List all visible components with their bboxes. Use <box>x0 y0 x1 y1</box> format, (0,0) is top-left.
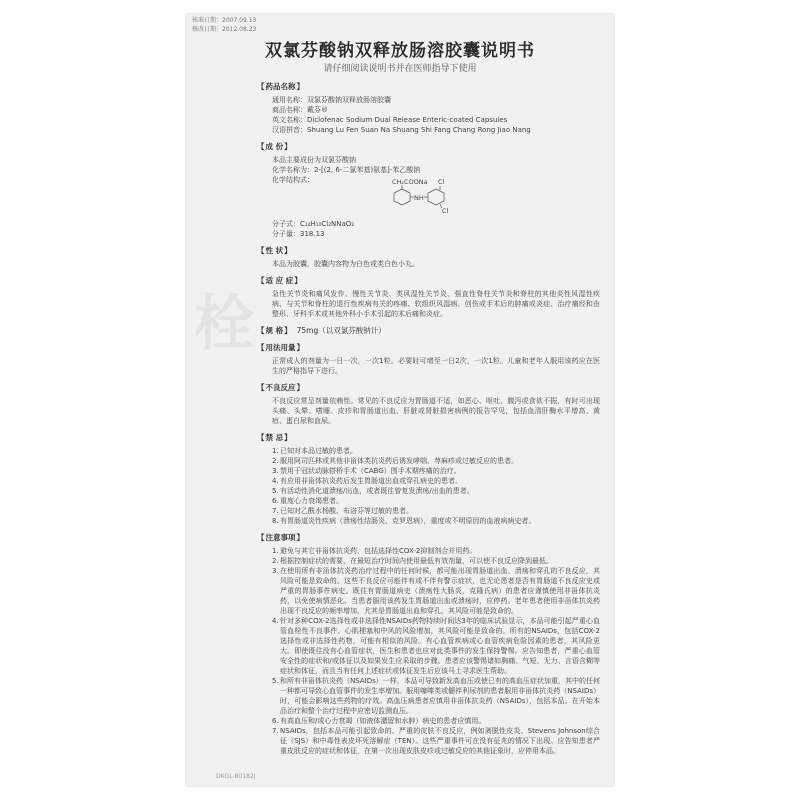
section-specification: 【规 格】 75mg（以双氯芬酸钠计） <box>257 326 386 335</box>
dosage-text: 正常成人的剂量为一日一次，一次1粒。必要时可增至一日2次，一次1粒。儿童和老年人服用该药应在医生的严格指导下进行。 <box>272 357 600 375</box>
list-item: 2. 服用阿司匹林或其他非甾体类抗炎药后诱发哮喘、荨麻疹或过敏反应的患者。 <box>272 457 518 465</box>
insert-content <box>256 82 600 763</box>
approved-date: 核准日期：2007.09.13 <box>192 17 257 24</box>
section-indications: 【适 应 症】 急性关节炎和痛风发作、慢性关节炎、类风湿性关节炎、强直性脊柱关节炎和脊柱的其他炎性风湿性疾病、与关节和脊柱的退行性疾病有关的疼痛、软组织风湿病、创伤或手术后的肿痛或炎症、治疗痛经和由整形、牙科手术或其他外科小手术引起的术后痛和炎症。 <box>257 276 600 318</box>
section-drug-name: 【药品名称】 通用名称：双氯芬酸钠双释放肠溶胶囊 商品名称：戴芬® 英文名称：Diclofenac Sodium Dual Release Enteric-coated Capsules 汉语拼音：Shuang Lu Fen Suan Na Shuang Shi Fang Chang Rong Jiao Nang <box>256 82 600 135</box>
adverse-text: 不良反应常呈剂量依赖性。常见的不良反应为胃肠道不适，如恶心、呕吐、腹泻或食欲不振，有时可出现头痛、头晕、嗜睡、皮疹和胃肠道出血、肝脏或肾脏损害病例的报告罕见，包括血清肝酶水平增高、黄疸、蛋白尿和血尿。 <box>272 397 600 425</box>
indications-text: 急性关节炎和痛风发作、慢性关节炎、类风湿性关节炎、强直性脊柱关节炎和脊柱的其他炎性风湿性疾病、与关节和脊柱的退行性疾病有关的疼痛、软组织风湿病、创伤或手术后的肿痛或炎症、治疗痛经和由整形、牙科手术或其他外科小手术引起的术后痛和炎症。 <box>272 290 600 318</box>
package-insert-sheet <box>186 14 614 786</box>
section-contraindications: 【禁 忌】 1. 已知对本品过敏的患者。 2. 服用阿司匹林或其他非甾体类抗炎药后诱发哮喘、荨麻疹或过敏反应的患者。 3. 禁用于冠状动脉搭桥手术（CABG）围手术期疼痛的治疗。 4. 有应用非甾体抗炎药后发生胃肠道出血或穿孔病史的患者。 5. 有活动性消化道溃疡/出血，或者既往曾复发溃疡/出血的患者。 6. 重度心力衰竭患者。 7. 已知对乙酰水杨酸、布洛芬等过敏的患者。 8. 有胃肠道炎性疾病（溃疡性结肠炎、克罗恩病），重度或不明原因的血液病病史者。 <box>256 433 600 526</box>
document-code: DKGL-B0182J <box>216 773 256 780</box>
section-label: 用法用量 <box>265 343 296 352</box>
specification-text: 75mg（以双氯芬酸钠计） <box>296 326 386 335</box>
list-item: 4. 针对多种COX-2选择性或非选择性NSAIDs药物持续时间达3年的临床试验显示，本品可能引起严重心血管血栓性不良事件、心肌梗塞和中风的风险增加，其风险可能是致命的。所有的NSAIDs，包括COX-2选择性或非选择性药物，可能有相似的风险。有心血管疾病或心血管疾病危险因素的患者，其风险更大。即使既往没有心血管症状，医生和患者也应对此类事件的发生保持警惕。应告知患者，严重心血管安全性的症状和/或体征以及如果发生应采取的步骤。患者应该警惕诸如胸痛、气短、无力、言语含糊等症状和体征，而且当有任何上述症状或体征发生后应该马上寻求医生帮助。 <box>272 617 600 675</box>
structure-nh: NH <box>414 194 424 202</box>
section-label: 药品名称 <box>265 82 296 91</box>
list-item: 2. 根据控制症状的需要，在最短治疗时间内使用最低有效剂量，可以使不良反应降到最低。 <box>272 557 553 565</box>
bleed-through-watermark: 栓 <box>194 289 254 359</box>
properties-text: 本品为胶囊，胶囊内容物为白色或类白色小丸。 <box>272 260 419 268</box>
document-title: 双氯芬酸钠双释放肠溶胶囊说明书 <box>265 41 535 61</box>
english-name: 英文名称：Diclofenac Sodium Dual Release Enteric-coated Capsules <box>272 116 508 124</box>
molecular-formula: 分子式：C₁₄H₁₀Cl₂NNaO₂ <box>272 220 355 228</box>
composition-intro: 本品主要成份为双氯芬酸钠 <box>272 156 356 164</box>
section-composition: 【成 份】 本品主要成份为双氯芬酸钠 化学名称为：2-[(2, 6-二氯苯基)氨基]-苯乙酸钠 化学结构式： CH₂COONa Cl NH Cl 分子式：C₁₄H₁₀Cl₂NNaO₂ 分子量：318.13 <box>256 142 600 239</box>
structure-cl-bottom: Cl <box>442 207 449 215</box>
section-properties: 【性 状】 本品为胶囊，胶囊内容物为白色或类白色小丸。 <box>256 246 600 269</box>
structure-label: 化学结构式： <box>272 176 314 184</box>
pinyin-name: 汉语拼音：Shuang Lu Fen Suan Na Shuang Shi Fang Chang Rong Jiao Nang <box>272 126 531 134</box>
list-item: 5. 和所有非甾体抗炎药（NSAIDs）一样，本品可导致新发高血压或使已有的高血压症状加重，其中的任何一种都可导致心血管事件的发生率增加。服用噻嗪类或髓袢利尿剂的患者服用非甾体抗炎药（NSAIDs）时，可能会影响这些药物的疗效。高血压病患者应慎用非甾体抗炎药（NSAIDs），包括本品。在开始本品治疗和整个治疗过程中应密切监测血压。 <box>272 677 600 715</box>
chemical-name: 化学名称为：2-[(2, 6-二氯苯基)氨基]-苯乙酸钠 <box>272 166 421 174</box>
revised-date: 修改日期：2012.08.23 <box>192 26 257 33</box>
structure-side-chain: CH₂COONa <box>392 178 428 186</box>
generic-name: 通用名称：双氯芬酸钠双释放肠溶胶囊 <box>272 96 391 104</box>
list-item: 3. 禁用于冠状动脉搭桥手术（CABG）围手术期疼痛的治疗。 <box>272 467 461 475</box>
structure-diagram <box>380 175 500 219</box>
benzene-ring-left <box>394 189 410 205</box>
revision-dates <box>192 16 256 34</box>
section-label: 注意事项 <box>265 533 296 542</box>
list-item: 5. 有活动性消化道溃疡/出血，或者既往曾复发溃疡/出血的患者。 <box>272 487 474 495</box>
section-label: 性 状 <box>265 246 284 255</box>
list-item: 8. 有胃肠道炎性疾病（溃疡性结肠炎、克罗恩病），重度或不明原因的血液病病史者。 <box>272 517 536 525</box>
list-item: 6. 重度心力衰竭患者。 <box>272 497 343 505</box>
section-adverse-reactions: 【不良反应】 不良反应常呈剂量依赖性。常见的不良反应为胃肠道不适，如恶心、呕吐、腹泻或食欲不振，有时可出现头痛、头晕、嗜睡、皮疹和胃肠道出血、肝脏或肾脏损害病例的报告罕见，包括血清肝酶水平增高、黄疸、蛋白尿和血尿。 <box>257 383 600 425</box>
section-label: 成 份 <box>265 142 284 151</box>
chemical-structure <box>272 175 600 219</box>
trade-name: 商品名称：戴芬® <box>272 106 328 114</box>
molecular-weight: 分子量：318.13 <box>272 230 325 238</box>
section-label: 规 格 <box>265 326 284 335</box>
list-item: 7. 已知对乙酰水杨酸、布洛芬等过敏的患者。 <box>272 507 413 515</box>
list-item: 1. 已知对本品过敏的患者。 <box>272 447 357 455</box>
document-subtitle: 请仔细阅读说明书并在医师指导下使用 <box>323 64 477 74</box>
section-label: 禁 忌 <box>265 433 284 442</box>
section-label: 不良反应 <box>265 383 296 392</box>
list-item: 1. 避免与其它非甾体抗炎药，包括选择性COX-2抑制剂合并用药。 <box>272 547 477 555</box>
structure-cl-top: Cl <box>438 178 445 186</box>
section-dosage: 【用法用量】 正常成人的剂量为一日一次，一次1粒。必要时可增至一日2次，一次1粒。儿童和老年人服用该药应在医生的严格指导下进行。 <box>257 343 600 375</box>
list-item: 3. 在使用所有非甾体抗炎药治疗过程中的任何时候，都可能出现胃肠道出血、溃疡和穿孔的不良反应，其风险可能是致命的。这些不良反应可能伴有或不伴有警示症状，也无论患者是否有胃肠道不良反应史或严重的胃肠事件病史。既往有胃肠道病史（溃疡性大肠炎，克隆氏病）的患者应谨慎使用非甾体抗炎药，以免使病情恶化。当患者服用该药发生胃肠道出血或溃疡时，应停药。老年患者使用非甾体抗炎药出现不良反应的频率增加，尤其是胃肠道出血和穿孔，其风险可能是致命的。 <box>272 567 600 615</box>
section-label: 适 应 症 <box>265 276 294 285</box>
benzene-ring-right <box>428 189 444 205</box>
list-item: 6. 有高血压和/或心力衰竭（如液体潴留和水肿）病史的患者应慎用。 <box>272 717 486 725</box>
list-item: 4. 有应用非甾体抗炎药后发生胃肠道出血或穿孔病史的患者。 <box>272 477 462 485</box>
list-item: 7. NSAIDs，包括本品可能引起致命的、严重的皮肤不良反应，例如剥脱性皮炎、Stevens Johnson综合征（SJS）和中毒性表皮坏死溶解症（TEN）。这些严重事件可在没有征兆的情况下出现。应告知患者严重皮肤反应的症状和体征，在第一次出现皮肤皮疹或过敏反应的其他征象时，应停用本品。 <box>272 727 600 755</box>
section-precautions: 【注意事项】 1. 避免与其它非甾体抗炎药，包括选择性COX-2抑制剂合并用药。 2. 根据控制症状的需要，在最短治疗时间内使用最低有效剂量，可以使不良反应降到最低。 3. 在使用所有非甾体抗炎药治疗过程中的任何时候，都可能出现胃肠道出血、溃疡和穿孔的不良反应，其风险可能是致命的。这些不良反应可能伴有或不伴有警示症状，也无论患者是否有胃肠道不良反应史或严重的胃肠事件病史。既往有胃肠道病史（溃疡性大肠炎，克隆氏病）的患者应谨慎使用非甾体抗炎药，以免使病情恶化。当患者服用该药发生胃肠道出血或溃疡时，应停药。老年患者使用非甾体抗炎药出现不良反应的频率增加，尤其是胃肠道出血和穿孔，其风险可能是致命的。 4. 针对多种COX-2选择性或非选择性NSAIDs药物持续时间达3年的临床试验显示，本品可能引起严重心血管血栓性不良事件、心肌梗塞和中风的风险增加，其风险可能是致命的。所有的NSAIDs，包括COX-2选择性或非选择性药物，可能有相似的风险。有心血管疾病或心血管疾病危险因素的患者，其风险更大。即使既往没有心血管症状，医生和患者也应对此类事件的发生保持警惕。应告知患者，严重心血管安全性的症状和/或体征以及如果发生应采取的步骤。患者应该警惕诸如胸痛、气短、无力、言语含糊等症状和体征，而且当有任何上述症状或体征发生后应该马上寻求医生帮助。 5. 和所有非甾体抗炎药（NSAIDs）一样，本品可导致新发高血压或使已有的高血压症状加重，其中的任何一种都可导致心血管事件的发生率增加。服用噻嗪类或髓袢利尿剂的患者服用非甾体抗炎药（NSAIDs）时，可能会影响这些药物的疗效。高血压病患者应慎用非甾体抗炎药（NSAIDs），包括本品。在开始本品治疗和整个治疗过程中应密切监测血压。 6. 有高血压和/或心力衰竭（如液体潴留和水肿）病史的患者应慎用。 7. NSAIDs，包括本品可能引起致命的、严重的皮肤不良反应，例如剥脱性皮炎、Stevens Johnson综合征（SJS）和中毒性表皮坏死溶解症（TEN）。这些严重事件可在没有征兆的情况下出现。应告知患者严重皮肤反应的症状和体征，在第一次出现皮肤皮疹或过敏反应的其他征象时，应停用本品。 <box>257 533 600 755</box>
